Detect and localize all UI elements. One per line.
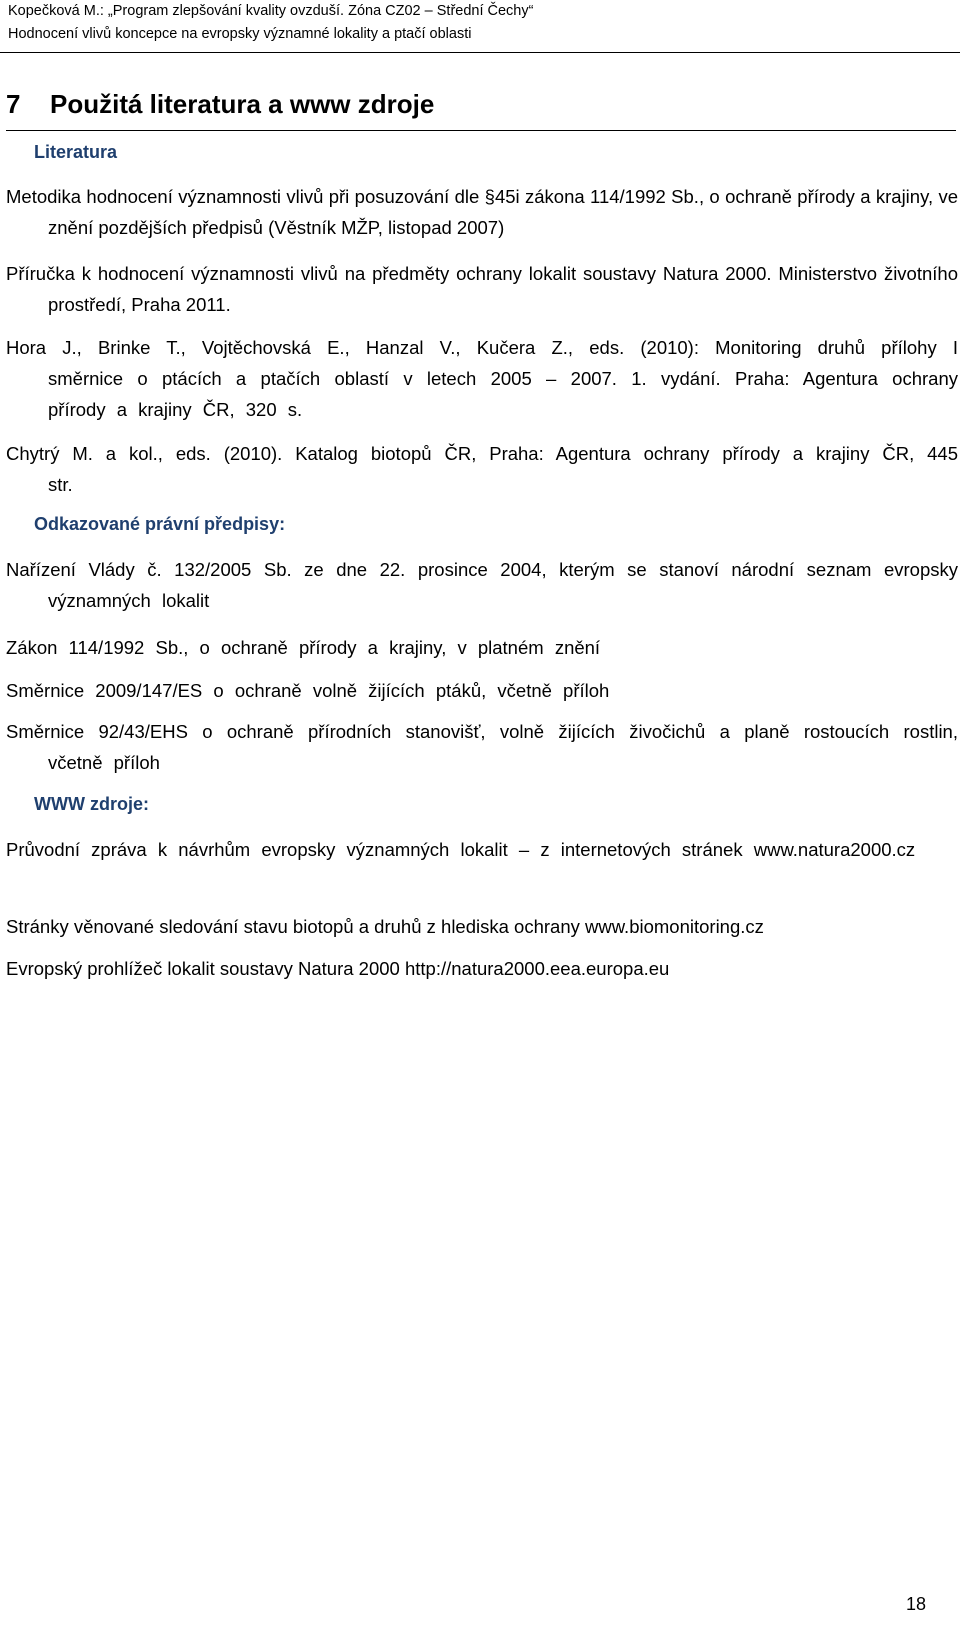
www-entry-natura2000: Průvodní zpráva k návrhům evropsky významných lokalit – z internetových stránek www.natura2000.cz — [6, 839, 916, 860]
legal-entry-nature-protection-act: Zákon 114/1992 Sb., o ochraně přírody a krajiny, v platném znění — [6, 637, 601, 658]
www-entry-eea-viewer: Evropský prohlížeč lokalit soustavy Natura 2000 http://natura2000.eea.europa.eu — [6, 958, 670, 979]
www-entry-biomonitoring: Stránky věnované sledování stavu biotopů a druhů z hlediska ochrany www.biomonitoring.cz — [6, 916, 764, 937]
legal-heading: Odkazované právní předpisy: — [34, 514, 286, 534]
header-line-author-program: Kopečková M.: „Program zlepšování kvality ovzduší. Zóna CZ02 – Střední Čechy“ — [8, 3, 534, 19]
page-header — [8, 0, 958, 46]
header-line-assessment: Hodnocení vlivů koncepce na evropsky významné lokality a ptačí oblasti — [8, 26, 472, 42]
literature-entry-handbook: Příručka k hodnocení významnosti vlivů na předměty ochrany lokalit soustavy Natura 2000. Ministerstvo životního prostředí, Praha 2011. — [6, 263, 958, 315]
literature-heading: Literatura — [34, 142, 118, 162]
chapter-number: 7 — [6, 89, 21, 119]
legal-entry-habitats-directive: Směrnice 92/43/EHS o ochraně přírodních stanovišť, volně žijících živočichů a planě rostoucích rostlin, včetně příloh — [6, 721, 958, 773]
header-divider — [0, 52, 960, 53]
literature-entry-monitoring: Hora J., Brinke T., Vojtěchovská E., Hanzal V., Kučera Z., eds. (2010): Monitoring druhů přílohy I směrnice o ptácích a ptačích oblastí v letech 2005 – 2007. 1. vydání. Praha: Agentura ochrany přírody a krajiny ČR, 320 s. — [6, 337, 958, 420]
chapter-title: Použitá literatura a www zdroje — [50, 89, 435, 119]
legal-entry-government-decree: Nařízení Vlády č. 132/2005 Sb. ze dne 22. prosince 2004, kterým se stanoví národní seznam evropsky významných lokalit — [6, 559, 958, 611]
page-number: 18 — [905, 1594, 926, 1614]
literature-entry-methodology: Metodika hodnocení významnosti vlivů při posuzování dle §45i zákona 114/1992 Sb., o ochraně přírody a krajiny, ve znění pozdějších předpisů (Věstník MŽP, listopad 2007) — [6, 186, 958, 238]
www-heading: WWW zdroje: — [34, 794, 149, 814]
chapter-heading — [6, 88, 956, 131]
literature-entry-habitat-catalogue: Chytrý M. a kol., eds. (2010). Katalog biotopů ČR, Praha: Agentura ochrany přírody a krajiny ČR, 445 str. — [6, 443, 958, 495]
legal-entry-birds-directive: Směrnice 2009/147/ES o ochraně volně žijících ptáků, včetně příloh — [6, 680, 610, 701]
